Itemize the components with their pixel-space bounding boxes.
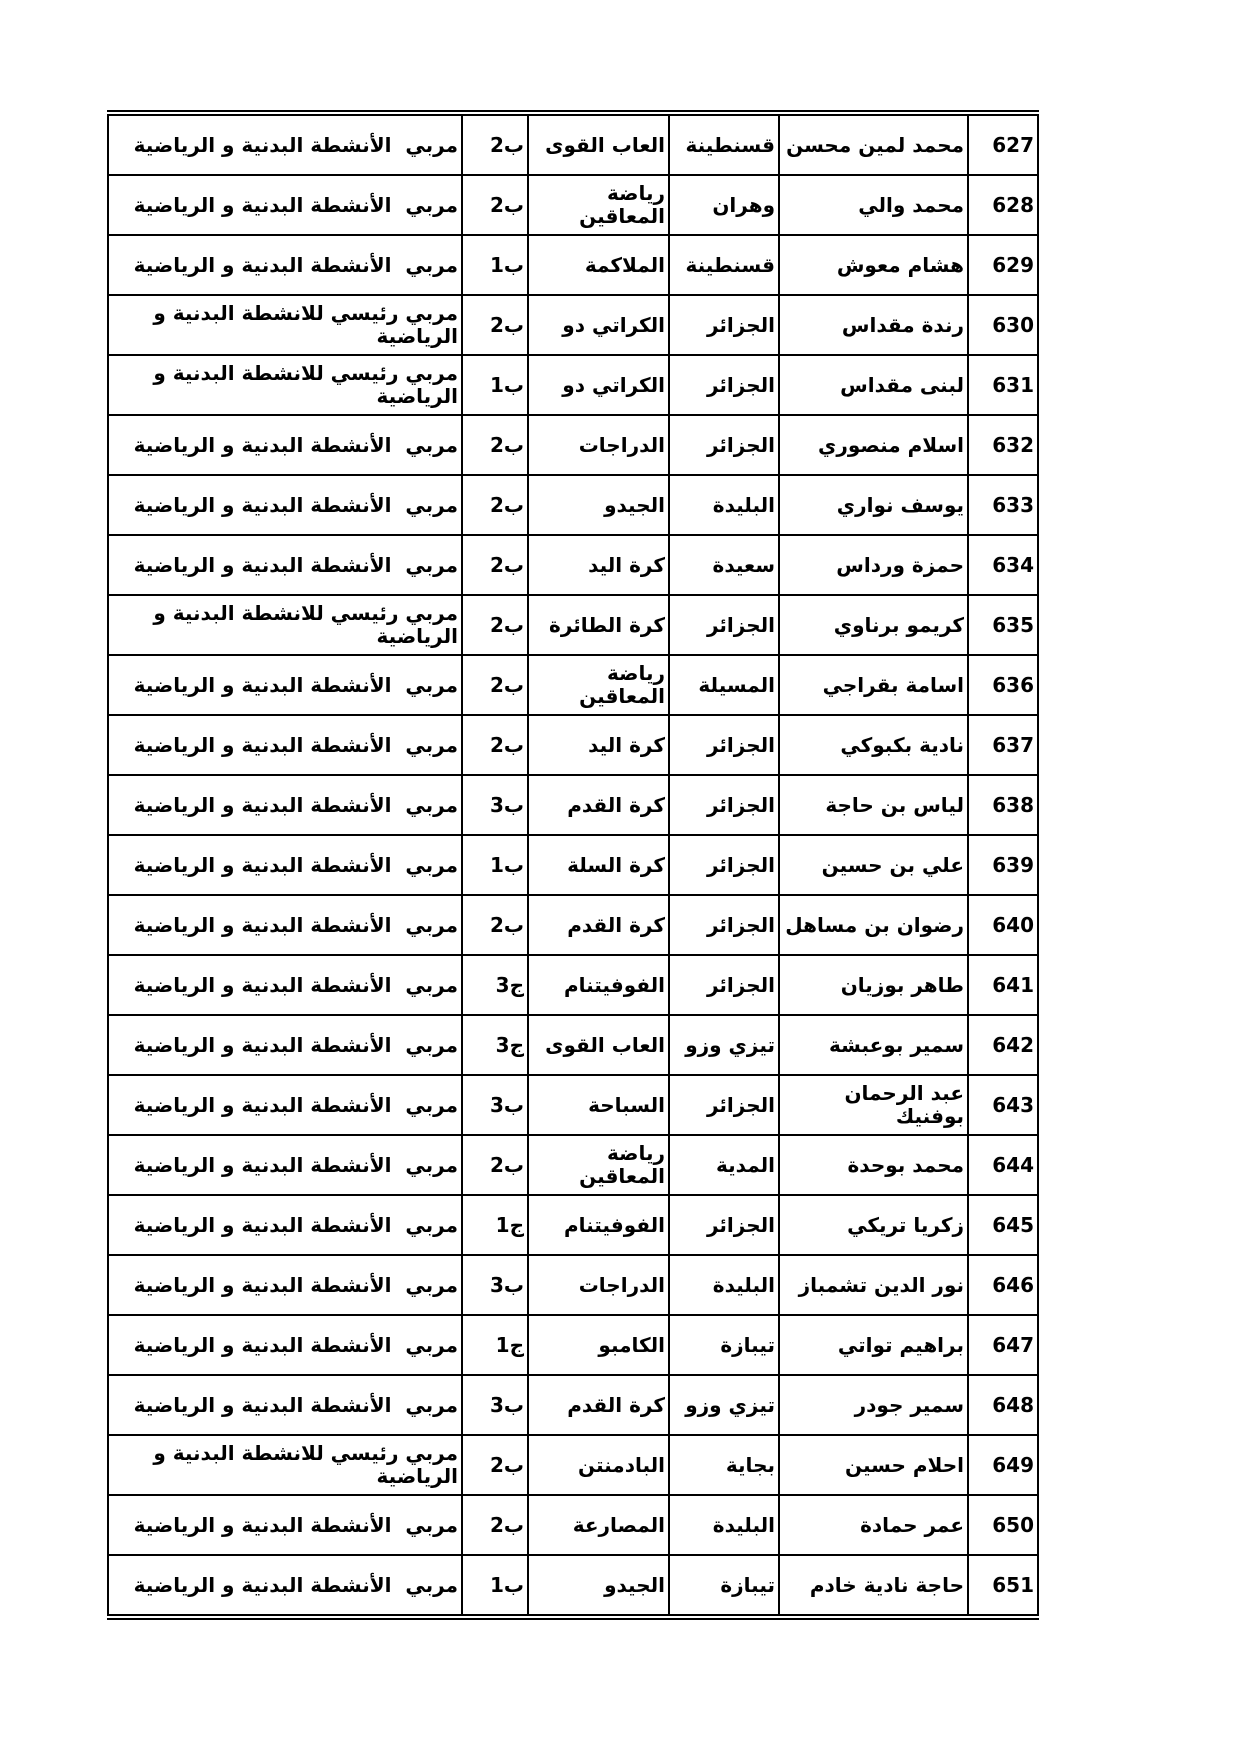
name-cell: محمد والي bbox=[779, 175, 968, 235]
grade-cell: ب2 bbox=[462, 415, 528, 475]
city-cell: الجزائر bbox=[669, 295, 779, 355]
sport-cell: الملاكمة bbox=[528, 235, 669, 295]
job-title-cell: مربي الأنشطة البدنية و الرياضية bbox=[108, 835, 462, 895]
sport-cell: الكراتي دو bbox=[528, 355, 669, 415]
job-title-cell: مربي الأنشطة البدنية و الرياضية bbox=[108, 175, 462, 235]
city-cell: الجزائر bbox=[669, 955, 779, 1015]
table-row bbox=[108, 415, 1038, 475]
name-cell: كريمو برناوي bbox=[779, 595, 968, 655]
table-row bbox=[108, 1435, 1038, 1495]
sport-cell: الجيدو bbox=[528, 475, 669, 535]
sport-cell: كرة السلة bbox=[528, 835, 669, 895]
name-cell: علي بن حسين bbox=[779, 835, 968, 895]
name-cell: محمد لمين محسن bbox=[779, 113, 968, 175]
grade-cell: ب2 bbox=[462, 1435, 528, 1495]
row-number-cell: 641 bbox=[968, 955, 1038, 1015]
row-number-cell: 630 bbox=[968, 295, 1038, 355]
city-cell: الجزائر bbox=[669, 895, 779, 955]
city-cell: بجاية bbox=[669, 1435, 779, 1495]
sport-cell: رياضة المعاقين bbox=[528, 175, 669, 235]
grade-cell: ب3 bbox=[462, 1375, 528, 1435]
city-cell: قسنطينة bbox=[669, 235, 779, 295]
job-title-cell: مربي رئيسي للانشطة البدنية و الرياضية bbox=[108, 595, 462, 655]
job-title-cell: مربي الأنشطة البدنية و الرياضية bbox=[108, 235, 462, 295]
grade-cell: ب2 bbox=[462, 895, 528, 955]
city-cell: وهران bbox=[669, 175, 779, 235]
row-number-cell: 642 bbox=[968, 1015, 1038, 1075]
table-row bbox=[108, 1135, 1038, 1195]
table-row bbox=[108, 1015, 1038, 1075]
job-title-cell: مربي الأنشطة البدنية و الرياضية bbox=[108, 415, 462, 475]
city-cell: تيزي وزو bbox=[669, 1375, 779, 1435]
name-cell: عبد الرحمان بوفنيك bbox=[779, 1075, 968, 1135]
grade-cell: ج1 bbox=[462, 1315, 528, 1375]
city-cell: تيبازة bbox=[669, 1315, 779, 1375]
table-row bbox=[108, 1075, 1038, 1135]
sport-cell: كرة القدم bbox=[528, 895, 669, 955]
sport-cell: الكامبو bbox=[528, 1315, 669, 1375]
name-cell: عمر حمادة bbox=[779, 1495, 968, 1555]
sport-cell: الفوفيتنام bbox=[528, 955, 669, 1015]
sport-cell: الفوفيتنام bbox=[528, 1195, 669, 1255]
job-title-cell: مربي الأنشطة البدنية و الرياضية bbox=[108, 895, 462, 955]
table-row bbox=[108, 1375, 1038, 1435]
name-cell: طاهر بوزيان bbox=[779, 955, 968, 1015]
grade-cell: ب3 bbox=[462, 1255, 528, 1315]
job-title-cell: مربي الأنشطة البدنية و الرياضية bbox=[108, 715, 462, 775]
job-title-cell: مربي الأنشطة البدنية و الرياضية bbox=[108, 475, 462, 535]
table-row bbox=[108, 1495, 1038, 1555]
name-cell: نور الدين تشمباز bbox=[779, 1255, 968, 1315]
name-cell: محمد بوحدة bbox=[779, 1135, 968, 1195]
name-cell: يوسف نواري bbox=[779, 475, 968, 535]
name-cell: رضوان بن مساهل bbox=[779, 895, 968, 955]
row-number-cell: 628 bbox=[968, 175, 1038, 235]
name-cell: رندة مقداس bbox=[779, 295, 968, 355]
name-cell: زكريا تريكي bbox=[779, 1195, 968, 1255]
grade-cell: ب2 bbox=[462, 295, 528, 355]
grade-cell: ب2 bbox=[462, 475, 528, 535]
grade-cell: ب2 bbox=[462, 175, 528, 235]
name-cell: سمير جودر bbox=[779, 1375, 968, 1435]
table-row bbox=[108, 175, 1038, 235]
row-number-cell: 650 bbox=[968, 1495, 1038, 1555]
row-number-cell: 651 bbox=[968, 1555, 1038, 1617]
table-row bbox=[108, 715, 1038, 775]
sport-cell: رياضة المعاقين bbox=[528, 655, 669, 715]
row-number-cell: 644 bbox=[968, 1135, 1038, 1195]
table-row bbox=[108, 1255, 1038, 1315]
table-row bbox=[108, 235, 1038, 295]
city-cell: المدية bbox=[669, 1135, 779, 1195]
table-row bbox=[108, 595, 1038, 655]
job-title-cell: مربي الأنشطة البدنية و الرياضية bbox=[108, 1375, 462, 1435]
sport-cell: كرة الطائرة bbox=[528, 595, 669, 655]
sport-cell: كرة اليد bbox=[528, 535, 669, 595]
grade-cell: ب1 bbox=[462, 835, 528, 895]
sport-cell: العاب القوى bbox=[528, 1015, 669, 1075]
sport-cell: الجيدو bbox=[528, 1555, 669, 1617]
table-row bbox=[108, 955, 1038, 1015]
name-cell: براهيم تواتي bbox=[779, 1315, 968, 1375]
row-number-cell: 637 bbox=[968, 715, 1038, 775]
grade-cell: ب2 bbox=[462, 1495, 528, 1555]
sport-cell: كرة القدم bbox=[528, 775, 669, 835]
sport-cell: المصارعة bbox=[528, 1495, 669, 1555]
row-number-cell: 639 bbox=[968, 835, 1038, 895]
sport-cell: الدراجات bbox=[528, 1255, 669, 1315]
sport-cell: العاب القوى bbox=[528, 113, 669, 175]
row-number-cell: 635 bbox=[968, 595, 1038, 655]
city-cell: تيزي وزو bbox=[669, 1015, 779, 1075]
job-title-cell: مربي الأنشطة البدنية و الرياضية bbox=[108, 1315, 462, 1375]
job-title-cell: مربي الأنشطة البدنية و الرياضية bbox=[108, 1255, 462, 1315]
job-title-cell: مربي الأنشطة البدنية و الرياضية bbox=[108, 1495, 462, 1555]
job-title-cell: مربي الأنشطة البدنية و الرياضية bbox=[108, 1195, 462, 1255]
sport-cell: كرة اليد bbox=[528, 715, 669, 775]
table-row bbox=[108, 1315, 1038, 1375]
row-number-cell: 638 bbox=[968, 775, 1038, 835]
grade-cell: ب2 bbox=[462, 535, 528, 595]
table-row bbox=[108, 835, 1038, 895]
job-title-cell: مربي الأنشطة البدنية و الرياضية bbox=[108, 113, 462, 175]
city-cell: المسيلة bbox=[669, 655, 779, 715]
city-cell: الجزائر bbox=[669, 415, 779, 475]
row-number-cell: 645 bbox=[968, 1195, 1038, 1255]
city-cell: البليدة bbox=[669, 475, 779, 535]
city-cell: الجزائر bbox=[669, 715, 779, 775]
job-title-cell: مربي الأنشطة البدنية و الرياضية bbox=[108, 1075, 462, 1135]
city-cell: تيبازة bbox=[669, 1555, 779, 1617]
row-number-cell: 633 bbox=[968, 475, 1038, 535]
sport-cell: السباحة bbox=[528, 1075, 669, 1135]
name-cell: اسلام منصوري bbox=[779, 415, 968, 475]
job-title-cell: مربي الأنشطة البدنية و الرياضية bbox=[108, 955, 462, 1015]
row-number-cell: 646 bbox=[968, 1255, 1038, 1315]
table-row bbox=[108, 1195, 1038, 1255]
row-number-cell: 629 bbox=[968, 235, 1038, 295]
grade-cell: ج3 bbox=[462, 955, 528, 1015]
city-cell: الجزائر bbox=[669, 1075, 779, 1135]
sport-cell: الدراجات bbox=[528, 415, 669, 475]
job-title-cell: مربي رئيسي للانشطة البدنية و الرياضية bbox=[108, 1435, 462, 1495]
name-cell: حاجة نادية خادم bbox=[779, 1555, 968, 1617]
city-cell: الجزائر bbox=[669, 355, 779, 415]
row-number-cell: 647 bbox=[968, 1315, 1038, 1375]
row-number-cell: 643 bbox=[968, 1075, 1038, 1135]
sport-cell: رياضة المعاقين bbox=[528, 1135, 669, 1195]
job-title-cell: مربي الأنشطة البدنية و الرياضية bbox=[108, 775, 462, 835]
name-cell: سمير بوعبشة bbox=[779, 1015, 968, 1075]
job-title-cell: مربي الأنشطة البدنية و الرياضية bbox=[108, 1555, 462, 1617]
row-number-cell: 640 bbox=[968, 895, 1038, 955]
table-row bbox=[108, 295, 1038, 355]
city-cell: البليدة bbox=[669, 1255, 779, 1315]
city-cell: الجزائر bbox=[669, 775, 779, 835]
row-number-cell: 648 bbox=[968, 1375, 1038, 1435]
grade-cell: ب2 bbox=[462, 655, 528, 715]
row-number-cell: 632 bbox=[968, 415, 1038, 475]
grade-cell: ب3 bbox=[462, 1075, 528, 1135]
city-cell: قسنطينة bbox=[669, 113, 779, 175]
row-number-cell: 649 bbox=[968, 1435, 1038, 1495]
table-row bbox=[108, 535, 1038, 595]
grade-cell: ب2 bbox=[462, 715, 528, 775]
sport-cell: كرة القدم bbox=[528, 1375, 669, 1435]
table-row bbox=[108, 475, 1038, 535]
city-cell: الجزائر bbox=[669, 1195, 779, 1255]
job-title-cell: مربي رئيسي للانشطة البدنية و الرياضية bbox=[108, 355, 462, 415]
name-cell: هشام معوش bbox=[779, 235, 968, 295]
job-title-cell: مربي الأنشطة البدنية و الرياضية bbox=[108, 655, 462, 715]
city-cell: سعيدة bbox=[669, 535, 779, 595]
grade-cell: ب2 bbox=[462, 1135, 528, 1195]
grade-cell: ب2 bbox=[462, 595, 528, 655]
row-number-cell: 631 bbox=[968, 355, 1038, 415]
city-cell: البليدة bbox=[669, 1495, 779, 1555]
table-row bbox=[108, 655, 1038, 715]
sport-cell: البادمنتن bbox=[528, 1435, 669, 1495]
row-number-cell: 636 bbox=[968, 655, 1038, 715]
grade-cell: ب3 bbox=[462, 775, 528, 835]
grade-cell: ب1 bbox=[462, 235, 528, 295]
table-row bbox=[108, 895, 1038, 955]
sport-cell: الكراتي دو bbox=[528, 295, 669, 355]
name-cell: لبنى مقداس bbox=[779, 355, 968, 415]
table-row bbox=[108, 355, 1038, 415]
table-row bbox=[108, 1555, 1038, 1617]
name-cell: احلام حسين bbox=[779, 1435, 968, 1495]
job-title-cell: مربي رئيسي للانشطة البدنية و الرياضية bbox=[108, 295, 462, 355]
name-cell: لياس بن حاجة bbox=[779, 775, 968, 835]
table-row bbox=[108, 113, 1038, 175]
grade-cell: ج1 bbox=[462, 1195, 528, 1255]
personnel-table bbox=[107, 110, 1039, 1620]
city-cell: الجزائر bbox=[669, 595, 779, 655]
grade-cell: ج3 bbox=[462, 1015, 528, 1075]
row-number-cell: 634 bbox=[968, 535, 1038, 595]
name-cell: نادية بكبوكي bbox=[779, 715, 968, 775]
grade-cell: ب1 bbox=[462, 355, 528, 415]
name-cell: اسامة بقراجي bbox=[779, 655, 968, 715]
job-title-cell: مربي الأنشطة البدنية و الرياضية bbox=[108, 535, 462, 595]
grade-cell: ب1 bbox=[462, 1555, 528, 1617]
table-row bbox=[108, 775, 1038, 835]
job-title-cell: مربي الأنشطة البدنية و الرياضية bbox=[108, 1135, 462, 1195]
city-cell: الجزائر bbox=[669, 835, 779, 895]
job-title-cell: مربي الأنشطة البدنية و الرياضية bbox=[108, 1015, 462, 1075]
grade-cell: ب2 bbox=[462, 113, 528, 175]
row-number-cell: 627 bbox=[968, 113, 1038, 175]
name-cell: حمزة ورداس bbox=[779, 535, 968, 595]
